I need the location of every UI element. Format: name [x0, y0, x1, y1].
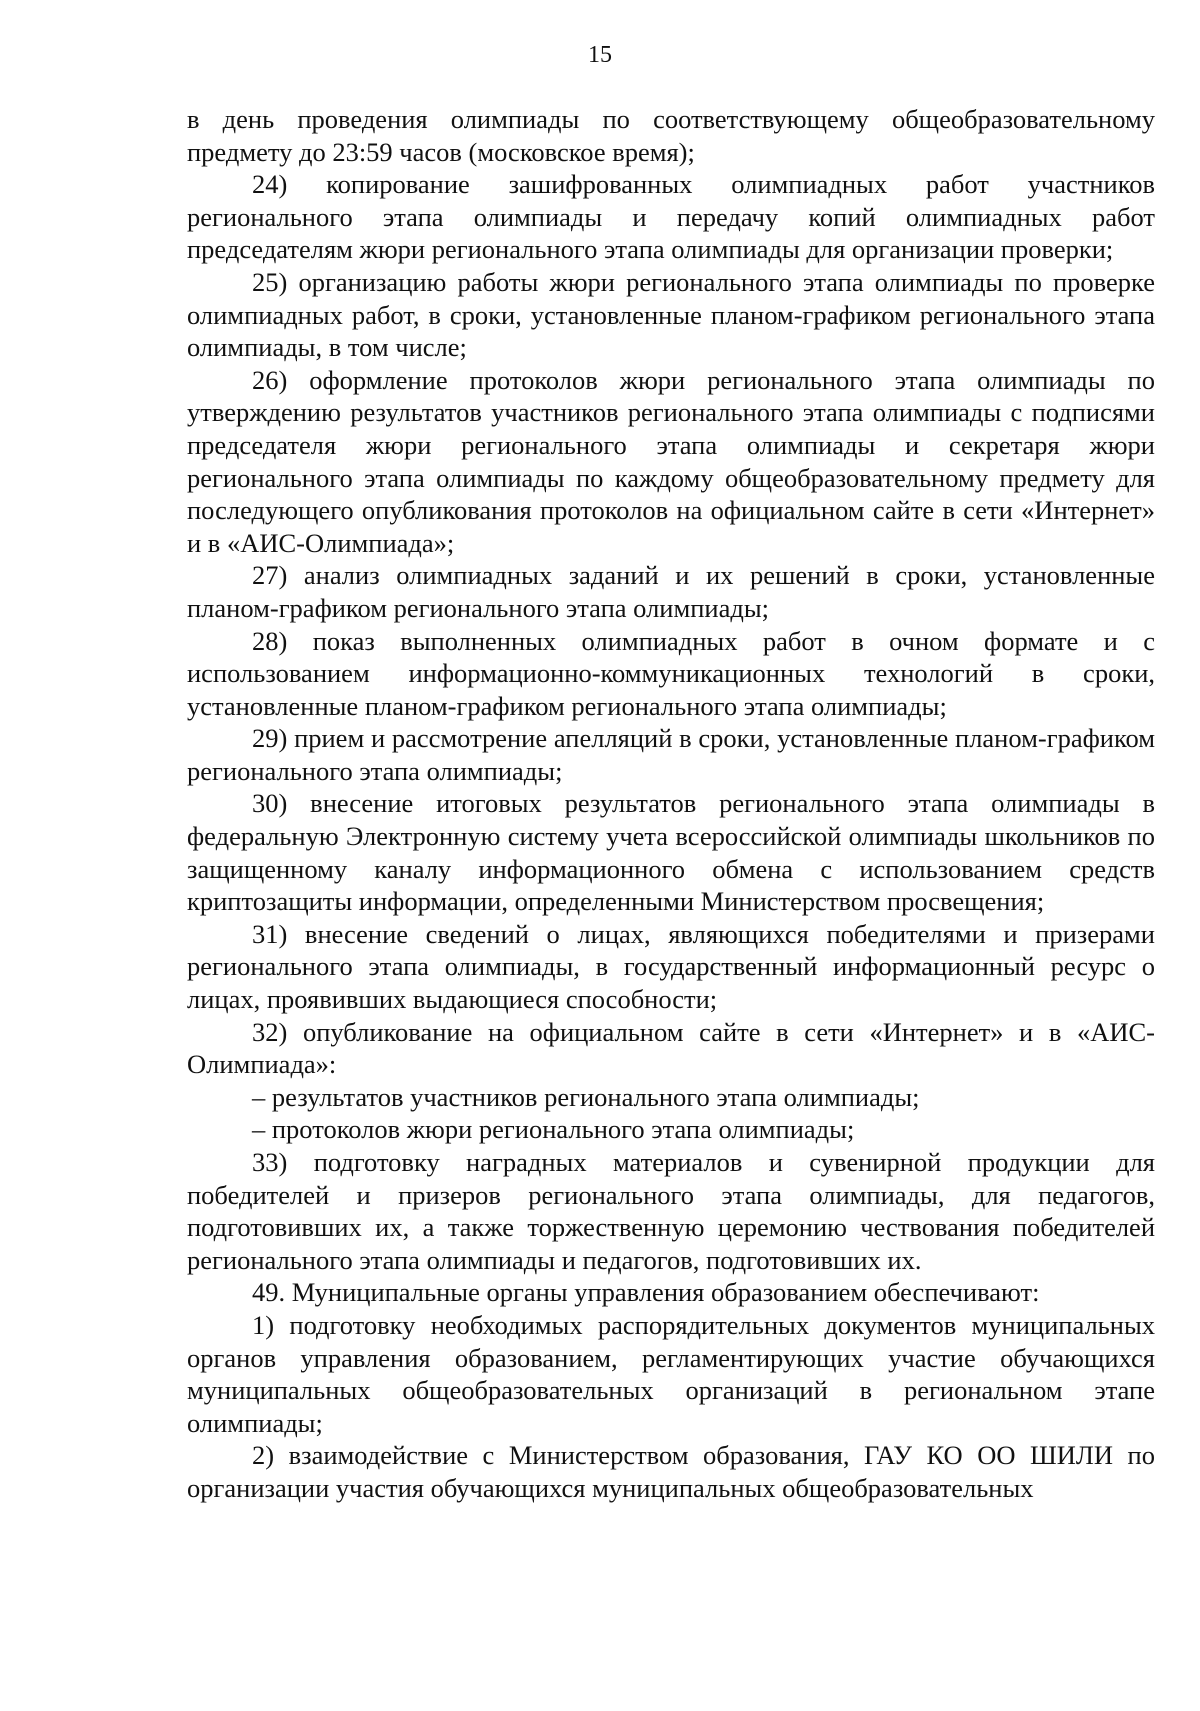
dash-item-results: – результатов участников регионального этапа олимпиады;: [252, 1081, 920, 1112]
list-item-25: 25) организацию работы жюри регионального этапа олимпиады по проверке олимпиадных работ, в сроки, установленные планом-графиком регионального этапа олимпиады, в том числе;: [187, 266, 1155, 363]
section-49-heading: 49. Муниципальные органы управления образованием обеспечивают:: [252, 1277, 1040, 1308]
paragraph-continuation: в день проведения олимпиады по соответствующему общеобразовательному предмету до 23:59 часов (московское время);: [187, 104, 1155, 167]
list-item-27: 27) анализ олимпиадных заданий и их решений в сроки, установленные планом-графиком регионального этапа олимпиады;: [187, 560, 1155, 623]
list-item-24: 24) копирование зашифрованных олимпиадных работ участников регионального этапа олимпиады и передачу копий олимпиадных работ председателям жюри регионального этапа олимпиады для организации проверки;: [187, 169, 1155, 265]
list-item-1: 1) подготовку необходимых распорядительных документов муниципальных органов управления образованием, регламентирующих участие обучающихся муниципальных общеобразовательных организаций в региональном этапе олимпиады;: [187, 1309, 1155, 1438]
list-item-30: 30) внесение итоговых результатов регионального этапа олимпиады в федеральную Электронную систему учета всероссийской олимпиады школьников по защищенному каналу информационного обмена с использованием средств криптозащиты информации, определенными Министерством просвещения;: [187, 788, 1155, 917]
page-number: 15: [588, 42, 612, 68]
list-item-28: 28) показ выполненных олимпиадных работ в очном формате и с использованием информационно-коммуникационных технологий в сроки, установленные планом-графиком регионального этапа олимпиады;: [187, 625, 1155, 721]
list-item-33: 33) подготовку наградных материалов и сувенирной продукции для победителей и призеров регионального этапа олимпиады, для педагогов, подготовивших их, а также торжественную церемонию чествования победителей регионального этапа олимпиады и педагогов, подготовивших их.: [187, 1147, 1155, 1275]
list-item-32: 32) опубликование на официальном сайте в сети «Интернет» и в «АИС-Олимпиада»:: [187, 1016, 1155, 1080]
list-item-31: 31) внесение сведений о лицах, являющихся победителями и призерами регионального этапа олимпиады, в государственный информационный ресурс о лицах, проявивших выдающиеся способности;: [187, 918, 1155, 1015]
dash-item-protocols: – протоколов жюри регионального этапа олимпиады;: [252, 1114, 855, 1145]
document-body: [187, 103, 1155, 1505]
list-item-2: 2) взаимодействие с Министерством образования, ГАУ КО ОО ШИЛИ по организации участия обучающихся муниципальных общеобразовательных: [187, 1440, 1155, 1503]
list-item-26: 26) оформление протоколов жюри регионального этапа олимпиады по утверждению результатов участников регионального этапа олимпиады с подписями председателя жюри регионального этапа олимпиады и секретаря жюри регионального этапа олимпиады по каждому общеобразовательному предмету для последующего опубликования протоколов на официальном сайте в сети «Интернет» и в «АИС-Олимпиада»;: [187, 364, 1155, 558]
list-item-29: 29) прием и рассмотрение апелляций в сроки, установленные планом-графиком регионального этапа олимпиады;: [187, 723, 1155, 786]
